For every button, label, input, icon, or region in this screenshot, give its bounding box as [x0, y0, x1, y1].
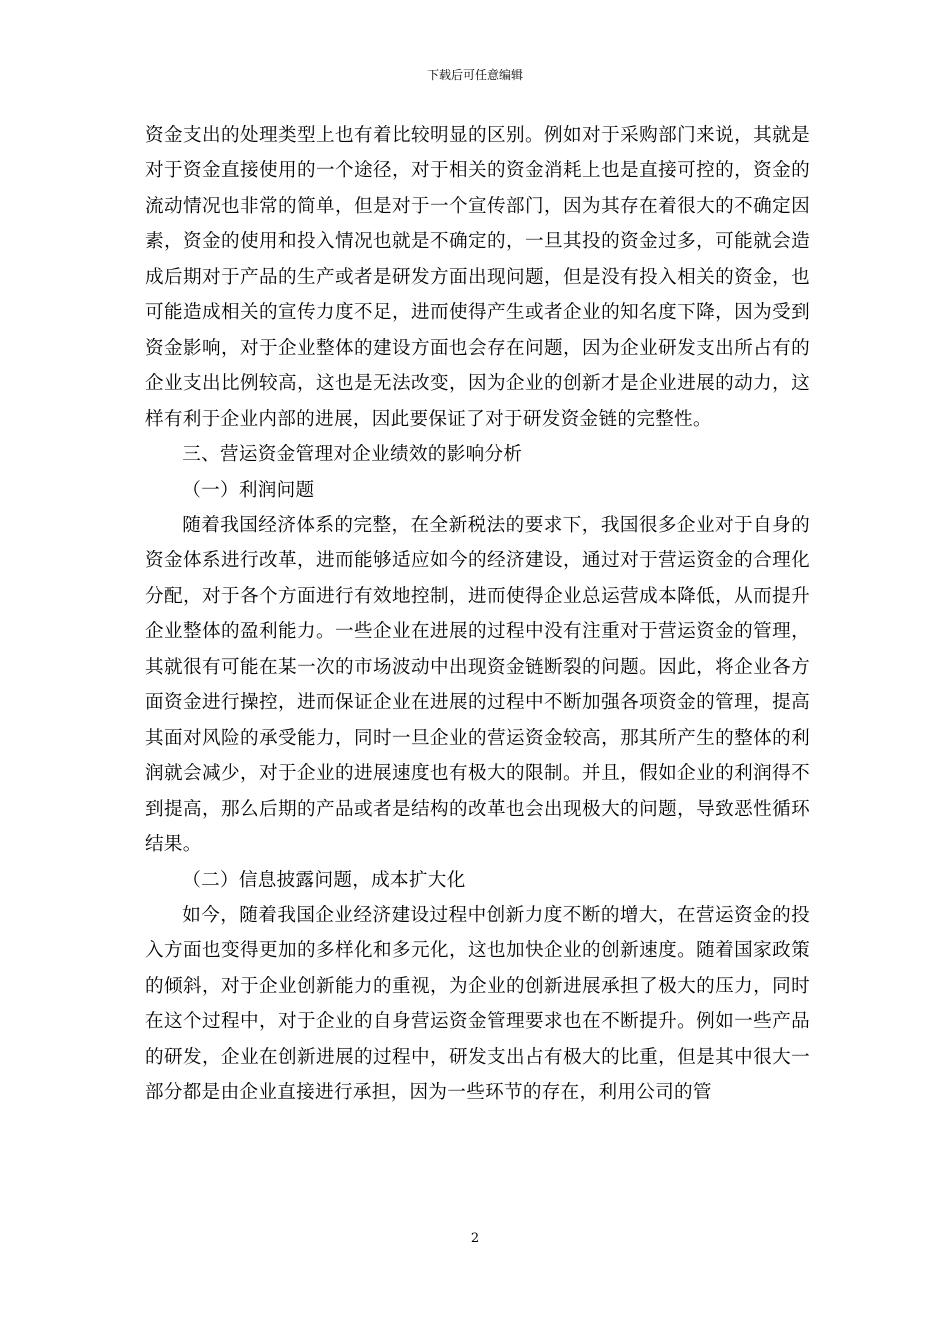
paragraph-disclosure: 如今，随着我国企业经济建设过程中创新力度不断的增大，在营运资金的投入方面也变得更加的多样化和多元化，这也加快企业的创新速度。随着国家政策的倾斜，对于企业创新能力的重视，为企业的创新进展承担了极大的压力，同时在这个过程中，对于企业的自身营运资金管理要求也在不断提升。例如一些产品的研发，企业在创新进展的过程中，研发支出占有极大的比重，但是其中很大一部分都是由企业直接进行承担，因为一些环节的存在，利用公司的管	[145, 904, 810, 1104]
paragraph-continued: 资金支出的处理类型上也有着比较明显的区别。例如对于采购部门来说，其就是对于资金直接使用的一个途径，对于相关的资金消耗上也是直接可控的，资金的流动情况也非常的简单，但是对于一个宣传部门，因为其存在着很大的不确定因素，资金的使用和投入情况也就是不确定的，一旦其投的资金过多，可能就会造成后期对于产品的生产或者是研发方面出现问题，但是没有投入相关的资金，也可能造成相关的宣传力度不足，进而使得产生或者企业的知名度下降，因为受到资金影响，对于企业整体的建设方面也会存在问题，因为企业研发支出所占有的企业支出比例较高，这也是无法改变，因为企业的创新才是企业进展的动力，这样有利于企业内部的进展，因此要保证了对于研发资金链的完整性。	[145, 125, 810, 430]
document-body	[145, 118, 810, 1111]
subsection-heading-profit: （一）利润问题	[182, 479, 315, 501]
paragraph-profit: 随着我国经济体系的完整，在全新税法的要求下，我国很多企业对于自身的资金体系进行改革，进而能够适应如今的经济建设，通过对于营运资金的合理化分配，对于各个方面进行有效地控制，进而使得企业总运营成本降低，从而提升企业整体的盈利能力。一些企业在进展的过程中没有注重对于营运资金的管理，其就很有可能在某一次的市场波动中出现资金链断裂的问题。因此，将企业各方面资金进行操控，进而保证企业在进展的过程中不断加强各项资金的管理，提高其面对风险的承受能力，同时一旦企业的营运资金较高，那其所产生的整体的利润就会减少，对于企业的进展速度也有极大的限制。并且，假如企业的利润得不到提高，那么后期的产品或者是结构的改革也会出现极大的问题，导致恶性循环结果。	[145, 514, 810, 856]
page-number: 2	[470, 1231, 480, 1246]
subsection-heading-disclosure: （二）信息披露问题，成本扩大化	[182, 869, 466, 891]
page-header: 下载后可任意编辑	[426, 68, 523, 82]
section-heading-3: 三、营运资金管理对企业绩效的影响分析	[182, 444, 523, 466]
